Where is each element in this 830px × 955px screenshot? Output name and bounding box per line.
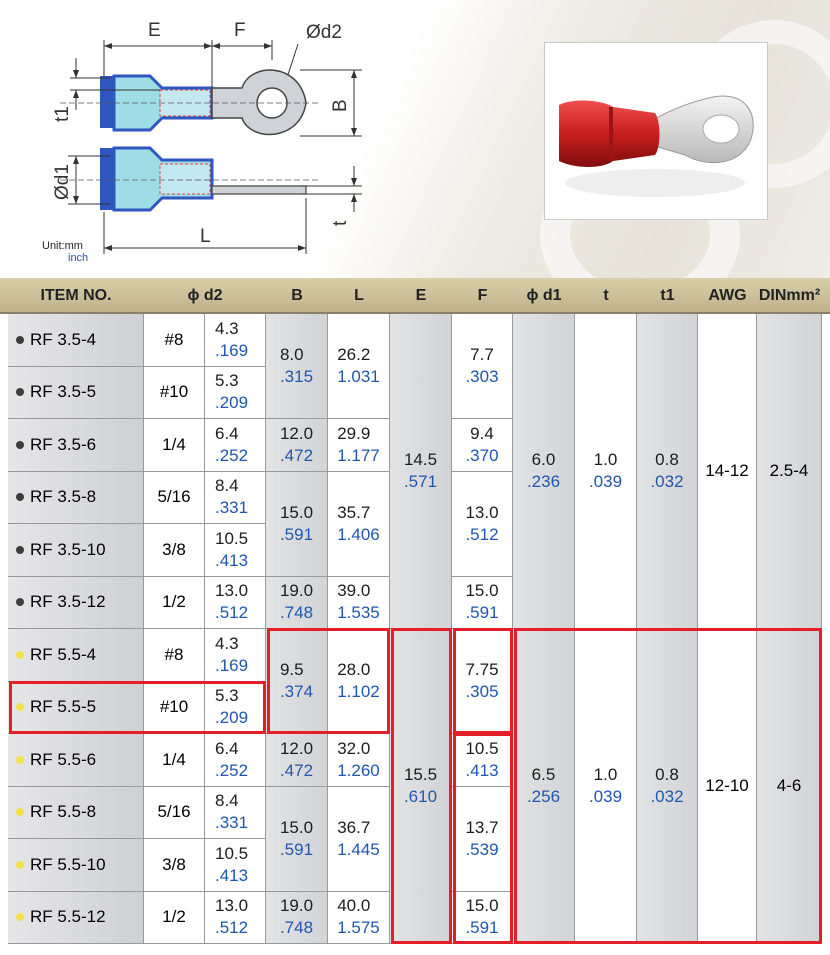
b-cell [266,472,328,577]
yellow-dot-icon [16,756,24,764]
t1-cell-inch: .032 [650,472,684,491]
l-cell [328,577,390,630]
t1-cell [637,629,698,944]
header-e-text: E [415,287,427,304]
d2-inch: .252 [215,760,249,780]
item-no-row [16,434,96,456]
d2-inch: .209 [215,708,249,728]
item-no-text: RF 3.5-4 [30,329,97,349]
l-cell-mm: 36.7 [337,817,371,837]
d2-cell [205,839,266,892]
stud-size-text: #10 [159,382,189,402]
l-cell-values [337,344,380,388]
d2-inch: .512 [215,603,249,623]
f-cell [452,472,513,577]
item-no-text: RF 5.5-4 [30,644,97,664]
b-cell-values [280,344,313,388]
item-no-row [16,381,96,403]
header-d2 [144,278,266,314]
header-item-no-text: ITEM NO. [40,287,112,304]
e-cell-mm: 14.5 [403,450,438,469]
l-cell-mm: 32.0 [337,738,371,758]
item-no-cell [8,892,144,945]
header-f-text: F [477,287,488,304]
d2-inch: .413 [215,550,249,570]
header-e [390,278,452,314]
d1-cell-inch: .236 [526,472,561,491]
b-cell-inch: .591 [279,524,314,544]
d2-inch: .169 [215,340,249,360]
e-cell-mm: 15.5 [403,765,438,784]
item-no-text: RF 5.5-12 [30,907,106,927]
dim-label-b: B [330,99,351,112]
stud-size-text: 5/16 [157,487,191,507]
dim-label-t1: t1 [52,106,73,122]
d2-cell [205,892,266,945]
t-cell-mm: 1.0 [593,450,618,469]
yellow-dot-icon [16,913,24,921]
stud-size-cell [144,314,205,367]
dim-label-d1: Ød1 [52,164,73,200]
terminal-dimension-diagram [0,0,380,278]
unit-mm-label: Unit:mm [42,240,83,252]
item-no-text: RF 3.5-5 [30,382,97,402]
header-d1 [513,278,575,314]
e-cell-values [404,449,437,493]
awg-cell [698,629,757,944]
l-cell-values [337,817,380,861]
din-text: 2.5-4 [769,461,809,480]
d2-mm: 6.4 [215,738,239,758]
item-no-text: RF 3.5-6 [30,434,97,454]
l-cell [328,472,390,577]
l-cell-mm: 40.0 [337,896,371,916]
b-cell-values [280,423,313,467]
d2-mm: 5.3 [215,686,239,706]
b-cell-mm: 12.0 [279,738,314,758]
stud-size-cell [144,787,205,840]
header-l-text: L [354,287,364,304]
b-cell [266,629,328,734]
e-cell-values [404,764,437,808]
item-no-row [16,644,96,666]
b-cell-inch: .315 [279,367,314,386]
d2-cell [205,472,266,525]
item-no-row [16,591,106,613]
d2-cell [205,734,266,787]
f-cell-values [465,738,498,782]
specification-table [0,278,830,955]
l-cell [328,892,390,945]
d2-mm: 10.5 [215,843,249,863]
stud-size-cell [144,629,205,682]
b-cell-mm: 9.5 [279,660,304,679]
stud-size-cell [144,734,205,787]
yellow-dot-icon [16,808,24,816]
f-cell [452,419,513,472]
d2-cell [205,367,266,420]
b-cell [266,419,328,472]
l-cell-inch: 1.406 [337,524,380,544]
b-cell-mm: 19.0 [279,896,314,916]
t1-cell-values [650,764,683,808]
t-cell [575,314,637,629]
item-no-row [16,329,96,351]
b-cell-mm: 19.0 [279,581,314,601]
item-no-row [16,801,96,823]
item-no-cell [8,314,144,367]
dark-dot-icon [16,546,24,554]
item-no-text: RF 5.5-6 [30,749,97,769]
header-d1-text: ϕ d1 [526,287,562,304]
stud-size-text: 3/8 [162,854,186,874]
dark-dot-icon [16,598,24,606]
item-no-cell [8,524,144,577]
stud-size-text: 3/8 [162,539,186,559]
b-cell-inch: .472 [279,760,314,780]
item-no-cell [8,629,144,682]
b-cell [266,892,328,945]
header-t1-text: t1 [660,287,675,304]
item-no-row [16,486,96,508]
t1-cell-values [650,449,683,493]
stud-size-text: #10 [159,697,189,717]
item-no-row [16,696,96,718]
item-no-text: RF 3.5-10 [30,539,106,559]
header-graphic-area [0,0,830,278]
l-cell-inch: 1.102 [337,682,380,701]
l-cell-inch: 1.031 [337,367,380,386]
b-cell-inch: .472 [279,445,314,465]
t-cell-mm: 1.0 [593,765,618,784]
item-no-row [16,854,106,876]
l-cell-mm: 29.9 [337,423,371,443]
l-cell-values [337,423,380,467]
d2-inch: .209 [215,393,249,413]
f-cell-mm: 13.0 [465,502,499,522]
l-cell [328,314,390,419]
item-no-text: RF 5.5-10 [30,854,106,874]
yellow-dot-icon [16,861,24,869]
t-cell-values [589,449,622,493]
b-cell [266,734,328,787]
f-cell-inch: .539 [465,839,499,859]
d2-inch: .169 [215,655,249,675]
f-cell [452,892,513,945]
header-l [328,278,390,314]
d1-cell [513,314,575,629]
stud-size-cell [144,682,205,735]
unit-inch-label: inch [68,252,89,264]
b-cell-values [280,659,313,703]
l-cell [328,787,390,892]
dark-dot-icon [16,388,24,396]
b-cell-inch: .748 [279,918,314,938]
l-cell-mm: 39.0 [337,581,371,601]
stud-size-cell [144,839,205,892]
item-no-cell [8,419,144,472]
l-cell-values [337,659,380,703]
d1-cell-mm: 6.5 [531,765,556,784]
t1-cell [637,314,698,629]
t1-cell-mm: 0.8 [655,765,679,784]
dark-dot-icon [16,493,24,501]
f-cell [452,314,513,419]
f-cell-mm: 13.7 [465,817,499,837]
l-cell-mm: 35.7 [337,502,371,522]
awg-cell [698,314,757,629]
dim-label-d2: Ød2 [306,22,342,43]
d1-cell-inch: .256 [526,787,561,806]
dark-dot-icon [16,441,24,449]
e-cell-inch: .571 [403,472,438,491]
header-b-text: B [291,287,303,304]
stud-size-text: 1/2 [162,592,186,612]
t-cell [575,629,637,944]
f-cell-inch: .591 [465,918,499,938]
f-cell-inch: .413 [465,760,499,780]
l-cell [328,629,390,734]
item-no-text: RF 3.5-8 [30,487,97,507]
f-cell-inch: .370 [465,445,499,465]
awg-text: 14-12 [705,461,749,480]
header-f [452,278,513,314]
dim-label-t: t [330,220,351,226]
e-cell [390,314,452,629]
stud-size-text: 1/4 [162,434,186,454]
header-awg-text: AWG [708,287,747,304]
b-cell-inch: .374 [279,682,314,701]
l-cell-values [337,738,380,782]
f-cell-mm: 7.7 [470,345,494,364]
din-text: 4-6 [776,776,802,795]
d2-mm: 13.0 [215,581,249,601]
d2-cell [205,682,266,735]
l-cell-inch: 1.260 [337,760,380,780]
f-cell-values [465,659,498,703]
d2-inch: .413 [215,865,249,885]
d2-mm: 5.3 [215,371,239,391]
l-cell [328,734,390,787]
f-cell-values [465,817,498,861]
stud-size-cell [144,524,205,577]
f-cell-values [465,344,498,388]
f-cell-mm: 9.4 [470,423,494,443]
dark-dot-icon [16,336,24,344]
header-b [266,278,328,314]
stud-size-text: 1/2 [162,907,186,927]
item-no-row [16,906,106,928]
stud-size-cell [144,419,205,472]
item-no-cell [8,472,144,525]
b-cell [266,314,328,419]
t-cell-inch: .039 [588,472,623,491]
b-cell-values [280,738,313,782]
f-cell-inch: .303 [465,367,499,386]
l-cell-inch: 1.535 [337,603,380,623]
f-cell-mm: 15.0 [465,581,499,601]
d2-mm: 8.4 [215,791,239,811]
d2-mm: 13.0 [215,896,249,916]
l-cell-mm: 26.2 [337,345,371,364]
f-cell-inch: .512 [465,524,499,544]
f-cell-mm: 10.5 [465,738,499,758]
b-cell-mm: 12.0 [279,423,314,443]
stud-size-text: 5/16 [157,802,191,822]
e-cell-inch: .610 [403,787,438,806]
item-no-cell [8,787,144,840]
d2-mm: 8.4 [215,476,239,496]
stud-size-cell [144,577,205,630]
stud-size-cell [144,367,205,420]
stud-size-cell [144,892,205,945]
item-no-text: RF 5.5-8 [30,802,97,822]
f-cell-mm: 15.0 [465,896,499,916]
d2-inch: .512 [215,918,249,938]
f-cell-values [465,502,498,546]
dim-label-f: F [234,20,246,41]
f-cell-values [465,423,498,467]
f-cell-values [465,895,498,939]
awg-text: 12-10 [705,776,749,795]
dim-label-e: E [148,20,161,41]
d1-cell-values [527,764,560,808]
d2-cell [205,787,266,840]
t1-cell-mm: 0.8 [655,450,679,469]
d1-cell [513,629,575,944]
item-no-cell [8,839,144,892]
header-din-text: DINmm² [758,287,821,304]
l-cell-inch: 1.575 [337,918,380,938]
header-t1 [637,278,698,314]
b-cell-values [280,895,313,939]
din-cell [757,314,822,629]
f-cell-inch: .305 [465,682,499,701]
d2-cell [205,524,266,577]
yellow-dot-icon [16,703,24,711]
b-cell [266,787,328,892]
d2-mm: 4.3 [215,633,239,653]
b-cell-inch: .591 [279,839,314,859]
t1-cell-inch: .032 [650,787,684,806]
d1-cell-values [527,449,560,493]
product-photo [544,42,768,220]
stud-size-cell [144,472,205,525]
b-cell-values [280,817,313,861]
l-cell-values [337,895,380,939]
stud-size-text: 1/4 [162,749,186,769]
item-no-row [16,749,96,771]
d2-mm: 6.4 [215,423,239,443]
item-no-row [16,539,106,561]
d2-inch: .331 [215,813,249,833]
d2-cell [205,629,266,682]
b-cell-mm: 15.0 [279,817,314,837]
f-cell [452,629,513,734]
l-cell-inch: 1.177 [337,445,380,465]
b-cell-values [280,502,313,546]
d2-mm: 4.3 [215,318,239,338]
f-cell-values [465,580,498,624]
f-cell-mm: 7.75 [465,660,499,679]
f-cell [452,787,513,892]
l-cell-values [337,502,380,546]
header-t [575,278,637,314]
f-cell [452,734,513,787]
l-cell [328,419,390,472]
d2-cell [205,419,266,472]
e-cell [390,629,452,944]
d2-cell [205,314,266,367]
header-awg [698,278,757,314]
l-cell-mm: 28.0 [337,660,371,679]
b-cell-mm: 15.0 [279,502,314,522]
d2-inch: .331 [215,498,249,518]
header-t-text: t [603,287,609,304]
f-cell [452,577,513,630]
l-cell-inch: 1.445 [337,839,380,859]
d1-cell-mm: 6.0 [531,450,556,469]
item-no-text: RF 5.5-5 [30,697,97,717]
stud-size-text: #8 [164,329,184,349]
item-no-cell [8,734,144,787]
t-cell-values [589,764,622,808]
d2-mm: 10.5 [215,528,249,548]
d2-inch: .252 [215,445,249,465]
b-cell-inch: .748 [279,603,314,623]
dim-label-l: L [200,226,211,247]
l-cell-values [337,580,380,624]
stud-size-text: #8 [164,644,184,664]
din-cell [757,629,822,944]
yellow-dot-icon [16,651,24,659]
b-cell [266,577,328,630]
b-cell-values [280,580,313,624]
item-no-cell [8,682,144,735]
item-no-text: RF 3.5-12 [30,592,106,612]
d2-cell [205,577,266,630]
b-cell-mm: 8.0 [279,345,304,364]
t-cell-inch: .039 [588,787,623,806]
item-no-cell [8,577,144,630]
header-item-no [8,278,144,314]
header-din [757,278,822,314]
header-d2-text: ϕ d2 [187,287,223,304]
f-cell-inch: .591 [465,603,499,623]
item-no-cell [8,367,144,420]
